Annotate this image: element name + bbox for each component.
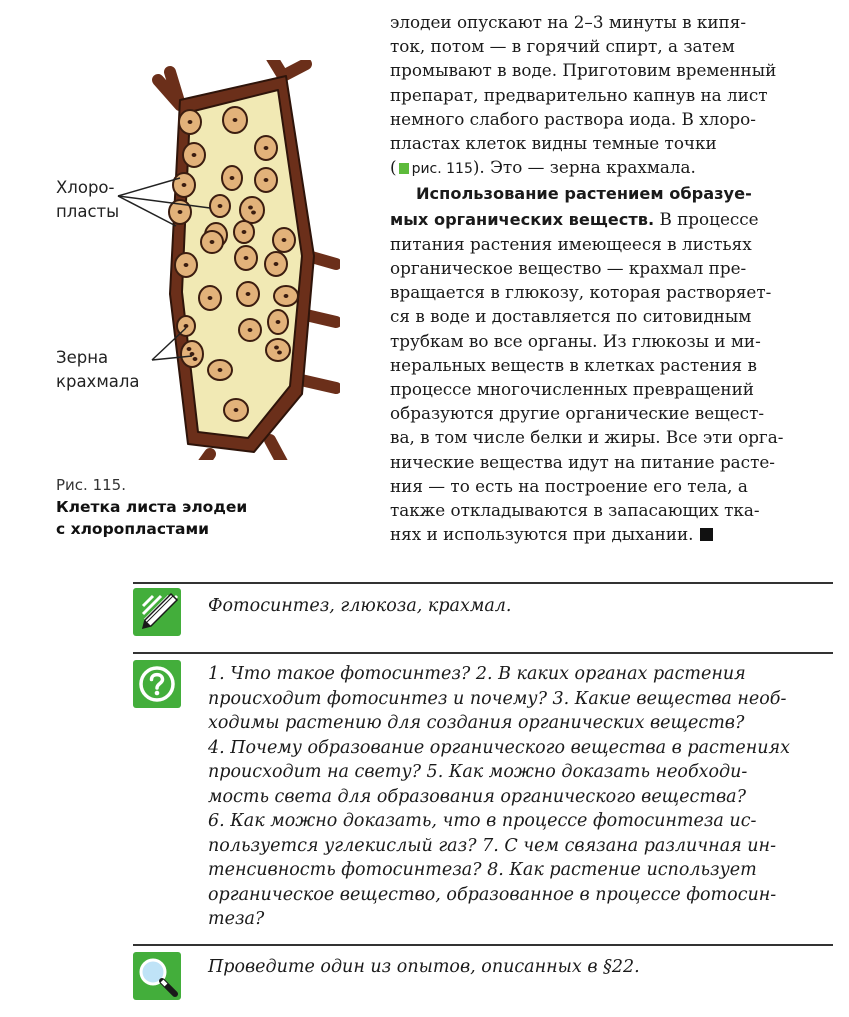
- text-line: органическое вещество — крахмал пре-: [390, 258, 747, 279]
- starch-grain: [182, 183, 187, 187]
- text-line: ся в воде и доставляется по ситовидным: [390, 306, 752, 327]
- starch-grain: [276, 320, 281, 324]
- text-fragment: нях и используются при дыхании.: [390, 524, 694, 545]
- elodea-cell-illustration: [40, 60, 340, 460]
- starch-grain: [282, 238, 287, 242]
- starch-grain: [234, 408, 239, 412]
- starch-grain: [277, 351, 282, 355]
- starch-grain: [274, 262, 279, 266]
- task-text: Проведите один из опытов, описанных в §22.: [208, 957, 640, 977]
- text-line: препарат, предварительно капнув на лист: [390, 84, 768, 105]
- label-starch-grains: [56, 346, 140, 394]
- label-starch-line1: Зерна: [56, 348, 109, 367]
- starch-grain: [264, 178, 269, 182]
- question-line: 6. Как можно доказать, что в процессе фотосинтеза ис-: [208, 811, 757, 831]
- figure-caption: [56, 474, 247, 540]
- question-line: 4. Почему образование органического вещества в растениях: [208, 737, 790, 758]
- keywords-text: Фотосинтез, глюкоза, крахмал.: [208, 596, 512, 616]
- paren-open: (: [390, 157, 397, 178]
- starch-grain: [244, 256, 249, 260]
- starch-grain: [274, 346, 279, 350]
- text-line: ва, в том числе белки и жиры. Все эти орга-: [390, 427, 784, 448]
- question-line: происходит на свету? 5. Как можно доказать необходи-: [208, 762, 748, 782]
- text-line: ния — то есть на построение его тела, а: [390, 475, 748, 496]
- text-line: процессе многочисленных превращений: [390, 379, 754, 400]
- starch-grain: [188, 120, 193, 124]
- subheading-line1: Использование растением образуе-: [416, 184, 752, 204]
- question-line: происходит фотосинтез и почему? 3. Какие вещества необ-: [208, 688, 787, 709]
- text-line: питания растения имеющееся в листьях: [390, 233, 752, 254]
- starch-grain: [190, 352, 195, 356]
- text-line: неральных веществ в клетках растения в: [390, 354, 757, 375]
- starch-grain: [193, 357, 198, 361]
- main-text-column: [390, 10, 832, 546]
- text-line: вращается в глюкозу, которая растворяет-: [390, 282, 772, 303]
- figure-title-line1: Клетка листа элодеи: [56, 498, 248, 516]
- starch-grain: [210, 240, 215, 244]
- starch-grain: [248, 328, 253, 332]
- divider-keywords: [133, 582, 833, 584]
- paragraph-1: [390, 10, 832, 181]
- starch-grain: [230, 176, 235, 180]
- subheading-line2: мых органических веществ.: [390, 209, 655, 229]
- text-fragment: ). Это — зерна крахмала.: [472, 157, 696, 178]
- question-icon: [133, 660, 181, 708]
- questions-text: [208, 662, 833, 932]
- question-line: пользуется углекислый газ? 7. С чем связана различная ин-: [208, 835, 776, 856]
- figure-number: Рис. 115.: [56, 476, 126, 494]
- paragraph-2: [390, 181, 832, 546]
- label-chloroplasts-line2: пласты: [56, 202, 120, 221]
- chloroplast: [266, 339, 290, 361]
- starch-grain: [284, 294, 289, 298]
- text-line: образуются другие органические вещест-: [390, 403, 765, 424]
- starch-grain: [184, 263, 189, 267]
- text-line: [390, 181, 832, 206]
- starch-grain: [184, 324, 189, 328]
- end-of-section-icon: [700, 528, 713, 541]
- starch-grain: [246, 292, 251, 296]
- question-line: ходимы растению для создания органических веществ?: [208, 713, 745, 733]
- question-line: мость света для образования органического вещества?: [208, 786, 746, 807]
- question-line: теза?: [208, 909, 265, 929]
- starch-grain: [248, 206, 253, 210]
- starch-grain: [187, 347, 192, 351]
- divider-questions: [133, 652, 833, 654]
- text-line: промывают в воде. Приготовим временный: [390, 60, 777, 81]
- figure-reference-link[interactable]: рис. 115: [411, 161, 473, 178]
- pencil-icon: [133, 588, 181, 636]
- starch-grain: [192, 153, 197, 157]
- text-line: ток, потом — в горячий спирт, а затем: [390, 36, 735, 57]
- text-line: нические вещества идут на питание расте-: [390, 451, 775, 472]
- text-line: [390, 155, 832, 181]
- starch-grain: [218, 204, 223, 208]
- figure-ref-marker-icon: [399, 163, 409, 174]
- text-fragment: В процессе: [654, 208, 759, 229]
- starch-grain: [208, 296, 213, 300]
- label-chloroplasts-line1: Хлоро-: [56, 178, 115, 197]
- starch-grain: [178, 210, 183, 214]
- question-line: органическое вещество, образованное в процессе фотосин-: [208, 884, 777, 905]
- starch-grain: [218, 368, 223, 372]
- figure-elodea-cell: [40, 60, 340, 460]
- pointer-line: [118, 178, 180, 196]
- starch-grain: [233, 118, 238, 122]
- label-starch-line2: крахмала: [56, 372, 140, 391]
- question-line: тенсивность фотосинтеза? 8. Как растение использует: [208, 860, 757, 880]
- text-line: также откладываются в запасающих тка-: [390, 500, 760, 521]
- starch-grain: [251, 211, 256, 215]
- text-line: трубкам во все органы. Из глюкозы и ми-: [390, 330, 761, 351]
- text-line: пластах клеток видны темные точки: [390, 133, 717, 154]
- magnifier-icon: [133, 952, 181, 1000]
- text-line: элодеи опускают на 2–3 минуты в кипя-: [390, 12, 746, 32]
- figure-title-line2: с хлоропластами: [56, 520, 210, 538]
- chloroplast: [240, 197, 264, 223]
- starch-grain: [242, 230, 247, 234]
- question-line: 1. Что такое фотосинтез? 2. В каких органах растения: [208, 664, 746, 684]
- starch-grain: [264, 146, 269, 150]
- text-line: [390, 207, 832, 232]
- text-line: [390, 522, 832, 546]
- label-chloroplasts: [56, 176, 119, 224]
- divider-task: [133, 944, 833, 946]
- text-line: немного слабого раствора иода. В хлоро-: [390, 108, 756, 129]
